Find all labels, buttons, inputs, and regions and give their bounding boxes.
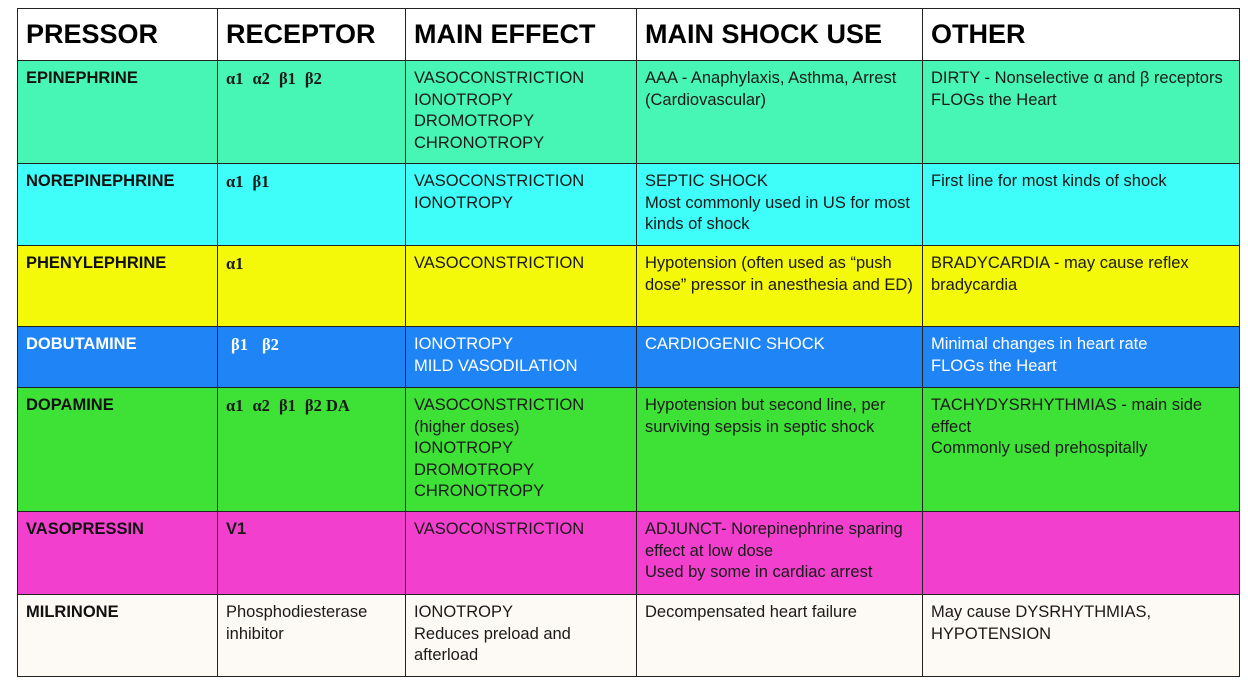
shock-use-cell	[637, 246, 923, 327]
shock-use-text: Hypotension (often used as “push dose” pressor in anesthesia and ED)	[645, 254, 913, 294]
receptor-cell	[218, 388, 406, 512]
effect-line: VASOCONSTRICTION	[414, 254, 585, 272]
header-other: OTHER	[923, 9, 1240, 61]
header-main-shock-use: MAIN SHOCK USE	[637, 9, 923, 61]
shock-use-text: Decompensated heart failure	[645, 603, 857, 621]
receptor-item: V1	[226, 520, 247, 538]
receptor-item: β1	[231, 335, 248, 354]
other-text: FLOGs the Heart	[931, 356, 1057, 375]
other-text: Minimal changes in heart rate	[931, 335, 1148, 353]
receptor-cell	[218, 246, 406, 327]
shock-use-text: Hypotension but second line, per surviving sepsis in septic shock	[645, 396, 886, 436]
main-effect-cell	[406, 512, 637, 595]
receptor-cell	[218, 327, 406, 388]
other-cell	[923, 164, 1240, 246]
shock-use-cell	[637, 327, 923, 388]
other-cell	[923, 595, 1240, 677]
table-row	[18, 246, 1240, 327]
pressor-name: NOREPINEPHRINE	[18, 164, 218, 246]
shock-use-text: Used by some in cardiac arrest	[645, 563, 873, 581]
receptor-item: β1	[278, 69, 296, 88]
other-text: Commonly used prehospitally	[931, 439, 1148, 457]
receptor-item: α1	[226, 69, 244, 88]
header-receptor: RECEPTOR	[218, 9, 406, 61]
shock-use-cell	[637, 595, 923, 677]
shock-use-cell	[637, 164, 923, 246]
other-cell	[923, 61, 1240, 164]
other-text: May cause DYSRHYTHMIAS, HYPOTENSION	[931, 603, 1152, 643]
shock-use-text: SEPTIC SHOCK	[645, 172, 768, 190]
effect-line: VASOCONSTRICTION	[414, 396, 585, 414]
other-cell	[923, 388, 1240, 512]
shock-use-text: Most commonly used in US for most kinds of shock	[645, 193, 910, 233]
effect-line: DROMOTROPY	[414, 460, 535, 479]
table-row	[18, 595, 1240, 677]
table-row	[18, 327, 1240, 388]
pressor-name: EPINEPHRINE	[18, 61, 218, 164]
effect-line: VASOCONSTRICTION	[414, 69, 585, 87]
effect-line: IONOTROPY	[414, 603, 514, 621]
effect-line: DROMOTROPY	[414, 112, 535, 130]
other-text: BRADYCARDIA - may cause reflex bradycardia	[931, 254, 1189, 294]
receptor-cell	[218, 164, 406, 246]
other-text: TACHYDYSRHYTHMIAS - main side effect	[931, 396, 1203, 436]
pressor-name: MILRINONE	[18, 595, 218, 677]
pressor-name: DOBUTAMINE	[18, 327, 218, 388]
main-effect-cell	[406, 327, 637, 388]
shock-use-cell	[637, 388, 923, 512]
other-text: First line for most kinds of shock	[931, 172, 1167, 190]
effect-line: IONOTROPY	[414, 193, 514, 212]
other-cell	[923, 512, 1240, 595]
receptor-item: β2	[304, 69, 322, 88]
header-pressor: PRESSOR	[18, 9, 218, 61]
receptor-item: Phosphodiesterase inhibitor	[226, 603, 368, 643]
receptor-item: α2	[252, 69, 270, 88]
effect-line: CHRONOTROPY	[414, 482, 545, 500]
effect-line: IONOTROPY	[414, 90, 514, 109]
main-effect-cell	[406, 388, 637, 512]
effect-line: VASOCONSTRICTION	[414, 520, 585, 538]
pressor-name: VASOPRESSIN	[18, 512, 218, 595]
receptor-cell	[218, 595, 406, 677]
effect-line: CHRONOTROPY	[414, 133, 545, 152]
header-main-effect: MAIN EFFECT	[406, 9, 637, 61]
effect-line: Reduces preload and afterload	[414, 624, 571, 664]
effect-line: VASOCONSTRICTION	[414, 172, 585, 190]
shock-use-cell	[637, 512, 923, 595]
pressor-name: PHENYLEPHRINE	[18, 246, 218, 327]
table-row	[18, 388, 1240, 512]
effect-line: MILD VASODILATION	[414, 356, 578, 375]
table-row	[18, 61, 1240, 164]
shock-use-text: AAA - Anaphylaxis, Asthma, Arrest (Cardiovascular)	[645, 69, 897, 109]
main-effect-cell	[406, 246, 637, 327]
other-text: DIRTY - Nonselective α and β receptors	[931, 69, 1223, 87]
other-cell	[923, 327, 1240, 388]
shock-use-cell	[637, 61, 923, 164]
receptor-cell	[218, 512, 406, 595]
shock-use-text: CARDIOGENIC SHOCK	[645, 335, 825, 353]
other-cell	[923, 246, 1240, 327]
other-text: FLOGs the Heart	[931, 90, 1057, 109]
pressor-table	[17, 8, 1240, 677]
shock-use-text: ADJUNCT- Norepinephrine sparing effect at low dose	[645, 520, 903, 560]
receptor-item: α1	[226, 254, 244, 273]
receptor-item: α1	[226, 172, 244, 191]
receptor-cell	[218, 61, 406, 164]
table-row	[18, 512, 1240, 595]
receptor-item: β1	[252, 172, 270, 191]
effect-line: IONOTROPY	[414, 335, 514, 353]
main-effect-cell	[406, 164, 637, 246]
effect-line: IONOTROPY	[414, 439, 514, 457]
main-effect-cell	[406, 61, 637, 164]
receptor-item: β2 DA	[304, 396, 350, 415]
receptor-item: α2	[252, 396, 270, 415]
receptor-item: α1	[226, 396, 244, 415]
header-row	[18, 9, 1240, 61]
receptor-item: β2	[261, 335, 279, 354]
receptor-item: β1	[278, 396, 296, 415]
table-row	[18, 164, 1240, 246]
pressor-name: DOPAMINE	[18, 388, 218, 512]
effect-line: (higher doses)	[414, 417, 520, 436]
main-effect-cell	[406, 595, 637, 677]
